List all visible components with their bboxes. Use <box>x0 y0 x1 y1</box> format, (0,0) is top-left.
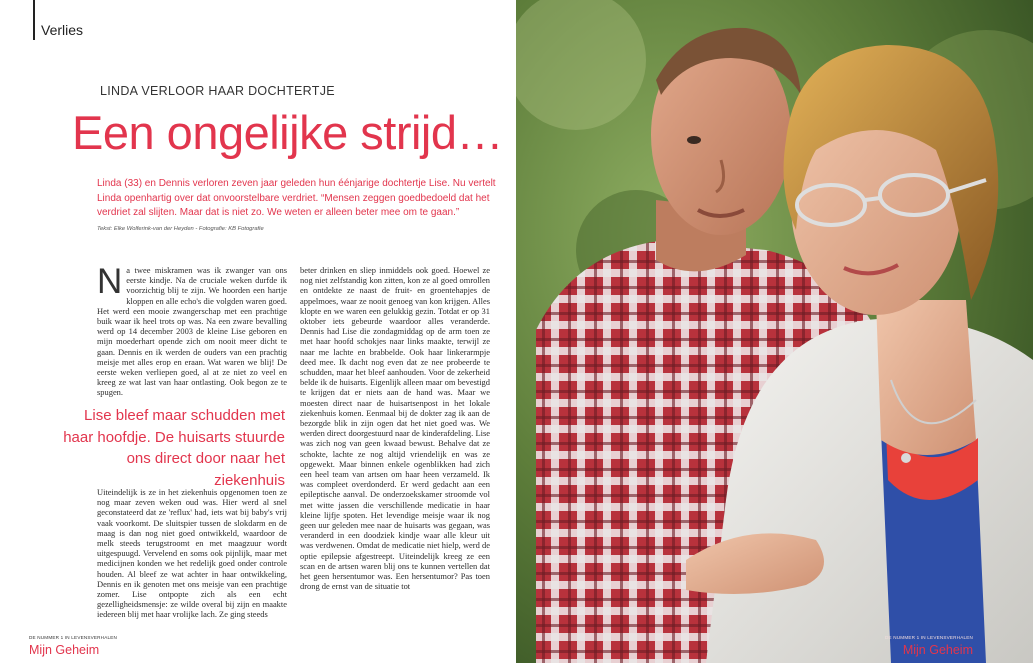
body-paragraph-2: Uiteindelijk is ze in het ziekenhuis opgenomen toen ze nog maar zeven weken oud was. Hier werd al snel geconstateerd dat ze 'reflux' had, iets wat bij baby's vrij vaak voorkomt. De sluitspier tussen de slokdarm en de maag is dan nog niet goed ontwikkeld, waardoor de melk steeds terugstroomt en met maagzuur wordt uitgespuugd. Vervelend en soms ook pijnlijk, maar met medicijnen konden we het redelijk goed onder controle houden. Al bleef ze wat achter in haar ontwikkeling, Dennis en ik genoten met ons meisje van een prachtige zomer. Lise ontpopte zich als een echt gezelligheidsmensje: ze wilde overal bij zijn en maakte iedereen blij met haar vrolijke lach. Ze ging steeds <box>97 487 287 620</box>
body-column-1-bottom <box>97 487 287 626</box>
body-column-1-top <box>97 265 287 397</box>
drop-cap: N <box>97 265 123 301</box>
article-title: Een ongelijke strijd… <box>72 106 503 159</box>
pull-quote: Lise bleef maar schudden met haar hoofdje. De huisarts stuurde ons direct door naar het ziekenhuis <box>63 407 285 489</box>
left-page <box>0 0 516 663</box>
section-rule <box>33 0 35 40</box>
footer-brand-right: Mijn Geheim <box>902 643 973 657</box>
section-label: Verlies <box>41 22 84 38</box>
article-intro: Linda (33) en Dennis verloren zeven jaar geleden hun éénjarige dochtertje Lise. Nu vertelt Linda openhartig over dat onvoorstelbare verdriet. “Mensen zeggen goedbedoeld dat het verdriet zal slijten. Maar dat is niet zo. We weten er alleen beter mee om te gaan.” <box>97 178 496 219</box>
body-paragraph-3: beter drinken en sliep inmiddels ook goed. Hoewel ze nog niet zelfstandig kon zitten, kon ze al goed omrollen en ontdekte ze naast de fruit- en groentehapjes de appelmoes, waar ze nooit genoeg van kon krijgen. Alles klopte en we waren een gelukkig gezin. Totdat er op 31 oktober iets gebeurde waardoor alles veranderde. Dennis had Lise die zondagmiddag op de arm toen ze met haar hoofd schokjes naar links maakte, terwijl ze naar me lachte en brabbelde. Ook haar linkerarmpje deed mee. Ik dacht nog even dat ze nee probeerde te schudden, maar het bleef aanhouden. Voor de zekerheid belde ik de huisarts. Eigenlijk alleen maar om bevestigd te krijgen dat er niets aan de hand was. Maar we moesten direct naar de huisartsenpost in het lokale ziekenhuis komen. Eenmaal bij de dokter zag ik aan de bezorgde blik in zijn ogen dat het niet goed was. We werden direct doorgestuurd naar de kinderafdeling. Lise was zich nog van geen kwaad bewust. Behalve dat ze schokte, lachte ze nog altijd vriendelijk en was ze opgewekt. Maar binnen enkele ogenblikken had zich een heel team van artsen om haar heen verzameld. Ik was compleet overdonderd. Er werd gedacht aan een epileptische aanval. De onderzoekskamer stroomde vol met witte jassen die verschillende medicatie in haar kleine lijfje spoten. Het levendige meisje waar ik nog geen uur geleden mee naar de huisarts was gegaan, was veranderd in een doodziek kindje waar alle kleur uit was verdwenen. Omdat de medicatie niet hielp, werd de optie epilepsie afgestreept. Uiteindelijk kreeg ze een scan en de artsen waren blij ons te kunnen vertellen dat het geen hersentumor was. Een hersentumor? Pas toen drong de ernst van de situatie tot <box>300 265 490 592</box>
body-column-2 <box>300 265 490 626</box>
couple-portrait-photo <box>516 0 1033 663</box>
footer-tagline-left: DE NUMMER 1 IN LEVENSVERHALEN <box>29 635 117 640</box>
article-kicker: LINDA VERLOOR HAAR DOCHTERTJE <box>100 84 335 98</box>
footer-brand-left: Mijn Geheim <box>29 643 100 657</box>
article-credit: Tekst: Elke Wolferink-van der Heyden - Fotografie: KB Fotografie <box>97 226 264 232</box>
body-paragraph-1: a twee miskramen was ik zwanger van ons eerste kindje. Na de cruciale weken durfde ik voorzichtig blij te zijn. We hoorden een hartje kloppen en alle echo's die volgden waren goed. Het werd een mooie zwangerschap met een prachtige buik waar ik heel trots op was. Na een zware bevalling werd op 14 december 2003 de kleine Lise geboren en mijn moederhart opende zich om nooit meer dicht te gaan. Dennis en ik werden de ouders van een prachtig meisje met alles erop en eraan. Wat waren we blij! De eerste weken verliepen goed, al at ze niet zo veel en kreeg ze wat last van haar ontlasting. Ook begon ze te spugen. <box>97 265 287 397</box>
footer-tagline-right: DE NUMMER 1 IN LEVENSVERHALEN <box>885 635 973 640</box>
